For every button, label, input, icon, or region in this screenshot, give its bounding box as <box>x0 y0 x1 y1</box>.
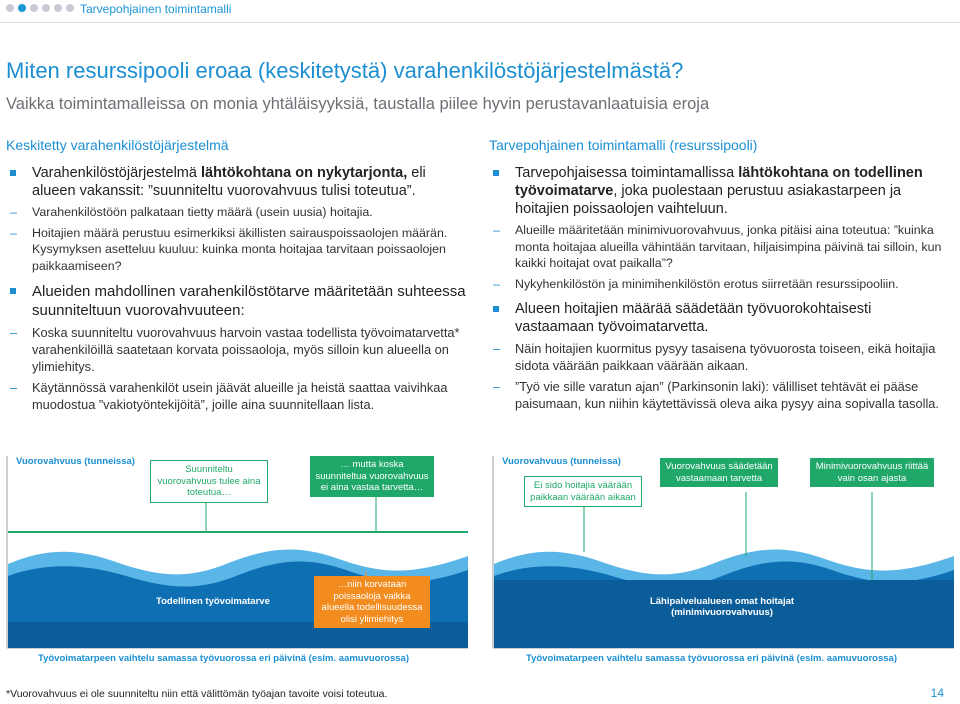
text: Tarvepohjaisessa toimintamallissa <box>515 165 739 181</box>
right-column <box>489 160 951 412</box>
left-column <box>6 160 470 413</box>
band-label-line-1: Lähipalvelualueen omat hoitajat <box>649 596 795 607</box>
right-x-axis-label: Työvoimatarpeen vaihtelu samassa työvuorossa eri päivinä (esim. aamuvuorossa) <box>526 653 898 664</box>
left-bullet-1 <box>6 164 470 200</box>
text: Alueiden mahdollinen varahenkilöstötarve määritetään suhteessa suunniteltuun vuorovahvuuteen: <box>32 283 466 319</box>
text: , joka puolestaan perustuu asiakastarpeen ja hoitajien poissaolojen vaihteluun. <box>515 183 902 217</box>
text: Alueille määritetään minimivuorovahvuus, jonka pitäisi aina toteutua: ”kuinka monta hoitajaa alueilla vähintään tarvitaan, hiljaisimpina päivinä tai silloin, kun kaikki hoitajat ovat paikalla”? <box>515 223 942 270</box>
left-column-heading: Keskitetty varahenkilöstöjärjestelmä <box>6 137 229 153</box>
right-diagram <box>492 452 956 652</box>
text: eli alueen vakanssit: ”suunniteltu vuorovahvuus tulisi toteutua”. <box>32 165 426 199</box>
left-sub-bullet <box>6 204 470 221</box>
top-bar <box>0 0 960 20</box>
right-bullet-1 <box>489 164 951 218</box>
text-bold: lähtökohtana on nykytarjonta, <box>200 165 408 181</box>
callout-minimum: Minimivuorovahvuus riittää vain osan ajasta <box>810 458 934 487</box>
callout-overstaff: …niin korvataan poissaoloja vaikka alueella todellisuudessa olisi ylimiehitys <box>314 576 430 628</box>
progress-dot-active[interactable] <box>18 4 26 12</box>
callout-flexible: Ei sido hoitajia väärään paikkaan väärään aikaan <box>524 476 642 507</box>
page-title: Miten resurssipooli eroaa (keskitetystä) varahenkilöstöjärjestelmästä? <box>6 58 684 83</box>
dash-icon: – <box>10 380 18 395</box>
bullet-square-icon <box>493 170 499 176</box>
dash-icon: – <box>493 223 500 237</box>
bullet-square-icon <box>10 288 16 294</box>
y-axis-label: Vuorovahvuus (tunneissa) <box>16 456 135 467</box>
progress-dot[interactable] <box>54 4 62 12</box>
wave-label: Todellinen työvoimatarve <box>156 596 270 607</box>
dash-icon: – <box>10 205 17 219</box>
text: Näin hoitajien kuormitus pysyy tasaisena työvuorosta toiseen, eikä hoitajia sidota väärään paikkaan väärään aikaan. <box>515 341 936 373</box>
text-bold: lähtökohtana on todellinen työvoimatarve <box>515 165 923 199</box>
header-divider <box>0 22 960 23</box>
right-sub-bullet <box>489 276 951 293</box>
y-axis-label: Vuorovahvuus (tunneissa) <box>502 456 621 467</box>
callout-mismatch: … mutta koska suunniteltua vuorovahvuus ei aina vastaa tarvetta… <box>310 456 434 497</box>
right-column-heading: Tarvepohjainen toimintamalli (resurssipooli) <box>489 137 758 153</box>
text: Hoitajien määrä perustuu esimerkiksi äkillisten sairauspoissaolojen määrän. Kysymyksen asetteluu kuuluu: kuinka monta hoitajaa tarvitaan poissaolojen paikkaamiseen? <box>32 225 448 273</box>
text: Varahenkilöstöön palkataan tietty määrä (usein uusia) hoitajia. <box>32 205 373 219</box>
left-diagram <box>6 452 470 652</box>
right-bullet-2 <box>489 300 951 336</box>
left-bullet-2 <box>6 282 470 320</box>
callout-adjusted: Vuorovahvuus säädetään vastaamaan tarvetta <box>660 458 778 487</box>
text: Alueen hoitajien määrää säädetään työvuorokohtaisesti vastaamaan työvoimatarvetta. <box>515 301 872 335</box>
dash-icon: – <box>10 225 17 240</box>
page-number: 14 <box>930 686 944 700</box>
section-title: Tarvepohjainen toimintamalli <box>80 2 232 16</box>
text: Varahenkilöstöjärjestelmä <box>32 165 201 181</box>
text: Koska suunniteltu vuorovahvuus harvoin vastaa todellista työvoimatarvetta* varahenkilöillä saatetaan korvata poissaoloja, myös silloin kun alueella on ylimiehitys. <box>32 325 460 374</box>
right-sub-bullet <box>489 378 951 412</box>
left-sub-bullet <box>6 379 470 413</box>
dash-icon: – <box>493 341 501 356</box>
footnote: *Vuorovahvuus ei ole suunniteltu niin että välittömän työajan tavoite voisi toteutua. <box>6 688 388 700</box>
right-sub-bullet <box>489 340 951 374</box>
text: Nykyhenkilöstön ja minimihenkilöstön erotus siirretään resurssipooliin. <box>515 276 899 291</box>
band-label <box>622 596 822 618</box>
callout-planned: Suunniteltu vuorovahvuus tulee aina toteutua… <box>150 460 268 503</box>
progress-dot[interactable] <box>66 4 74 12</box>
text: Käytännössä varahenkilöt usein jäävät alueille ja heistä saattaa vaivihkaa muodostua ”vakiotyöntekijöitä”, joille aina suunnitellaan lista. <box>32 380 448 412</box>
text: ”Työ vie sille varatun ajan” (Parkinsonin laki): välilliset tehtävät ei pääse paisumaan, kun niihin käytettävissä oleva aika pysyy aina sopivalla tasolla. <box>515 379 939 411</box>
bullet-square-icon <box>493 306 499 312</box>
band-label-line-2: (minimivuorovahvuus) <box>671 607 773 618</box>
dash-icon: – <box>493 276 500 291</box>
bullet-square-icon <box>10 170 16 176</box>
left-sub-bullet <box>6 225 470 275</box>
dash-icon: – <box>10 325 18 340</box>
progress-dot[interactable] <box>42 4 50 12</box>
progress-dot[interactable] <box>6 4 14 12</box>
dash-icon: – <box>493 379 501 394</box>
right-sub-bullet <box>489 222 951 272</box>
page-subtitle: Vaikka toimintamalleissa on monia yhtäläisyyksiä, taustalla piilee hyvin perustavanlaatuisia eroja <box>6 95 710 113</box>
left-x-axis-label: Työvoimatarpeen vaihtelu samassa työvuorossa eri päivinä (esim. aamuvuorossa) <box>38 653 410 664</box>
left-sub-bullet <box>6 324 470 375</box>
progress-dots <box>6 4 74 12</box>
progress-dot[interactable] <box>30 4 38 12</box>
